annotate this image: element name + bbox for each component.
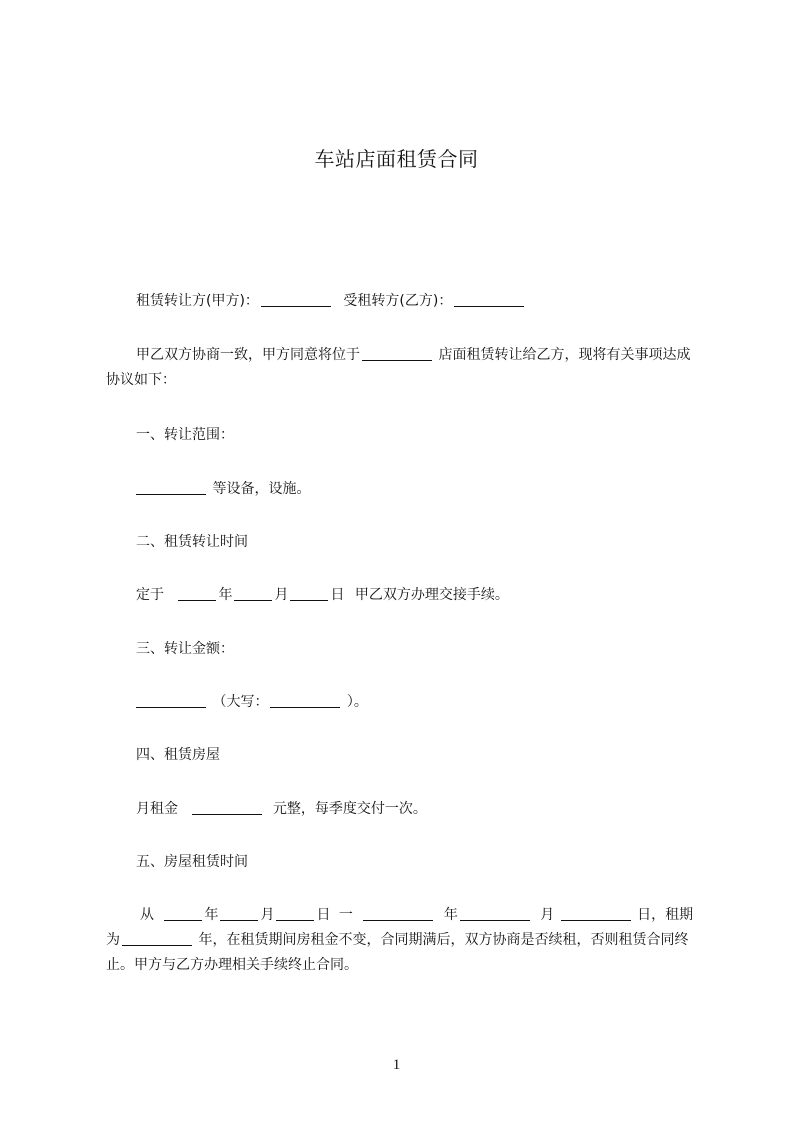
s5-end-year-blank (363, 906, 433, 921)
party-a-label: 租赁转让方(甲方)： (136, 293, 259, 309)
party-b-blank (454, 292, 524, 307)
intro-part2: 店面租赁转让给乙方，现将有关事项达成协议如下： (106, 347, 691, 388)
amount-blank (136, 693, 206, 708)
s5-month: 月 (260, 907, 275, 923)
s5-month2: 月 (540, 907, 555, 923)
s5-day-blank (276, 906, 314, 921)
section-5-paragraph (106, 903, 700, 978)
section-4-heading: 四、租赁房屋 (136, 747, 220, 763)
lease-term-blank (122, 931, 192, 946)
section-4-text (136, 800, 427, 818)
s5-end-month-blank (460, 906, 530, 921)
s2-month: 月 (274, 587, 289, 603)
section-2-text (136, 586, 509, 604)
s2-day: 日 (330, 587, 345, 603)
section-2-heading: 二、租赁转让时间 (136, 534, 248, 550)
party-a-blank (261, 292, 331, 307)
s4-prefix: 月租金 (136, 801, 178, 817)
s5-year: 年 (204, 907, 219, 923)
section-1-text (136, 480, 310, 498)
s2-day-blank (290, 586, 328, 601)
s3-open: （大写： (212, 694, 269, 710)
s2-year: 年 (218, 587, 233, 603)
s5-year2: 年 (443, 907, 458, 923)
section-3-text (136, 693, 368, 711)
section-1-desc: 等设备，设施。 (212, 481, 311, 497)
s2-suffix: 甲乙双方办理交接手续。 (354, 587, 509, 603)
s5-dash: 一 (338, 907, 353, 923)
section-3-heading: 三、转让金额： (136, 641, 234, 657)
s5-from: 从 (140, 907, 154, 923)
s5-day: 日 (316, 907, 331, 923)
intro-paragraph (106, 343, 700, 393)
s5-year-blank (164, 906, 202, 921)
rent-blank (192, 800, 262, 815)
s2-prefix: 定于 (136, 587, 164, 603)
section-5-heading: 五、房屋租赁时间 (136, 854, 248, 870)
section-1-heading: 一、转让范围： (136, 427, 234, 443)
s5-rest: 年，在租赁期间房租金不变，合同期满后，双方协商是否续租，否则租赁合同终止。甲方与乙方办理相关手续终止合同。 (106, 932, 689, 973)
intro-part1: 甲乙双方协商一致，甲方同意将位于 (136, 347, 360, 363)
s4-suffix: 元整，每季度交付一次。 (272, 801, 427, 817)
s2-year-blank (178, 586, 216, 601)
amount-uppercase-blank (270, 693, 340, 708)
s5-end-day-blank (561, 906, 631, 921)
page-number: 1 (392, 1057, 401, 1073)
s5-day2: 日，租期为 (106, 907, 694, 948)
s2-month-blank (234, 586, 272, 601)
location-blank (362, 346, 432, 361)
s3-close: ）。 (346, 694, 368, 710)
document-title: 车站店面租赁合同 (314, 147, 479, 171)
parties-line (136, 292, 526, 310)
equipment-blank (136, 480, 206, 495)
s5-month-blank (220, 906, 258, 921)
party-b-label: 受租转方(乙方)： (343, 293, 453, 309)
